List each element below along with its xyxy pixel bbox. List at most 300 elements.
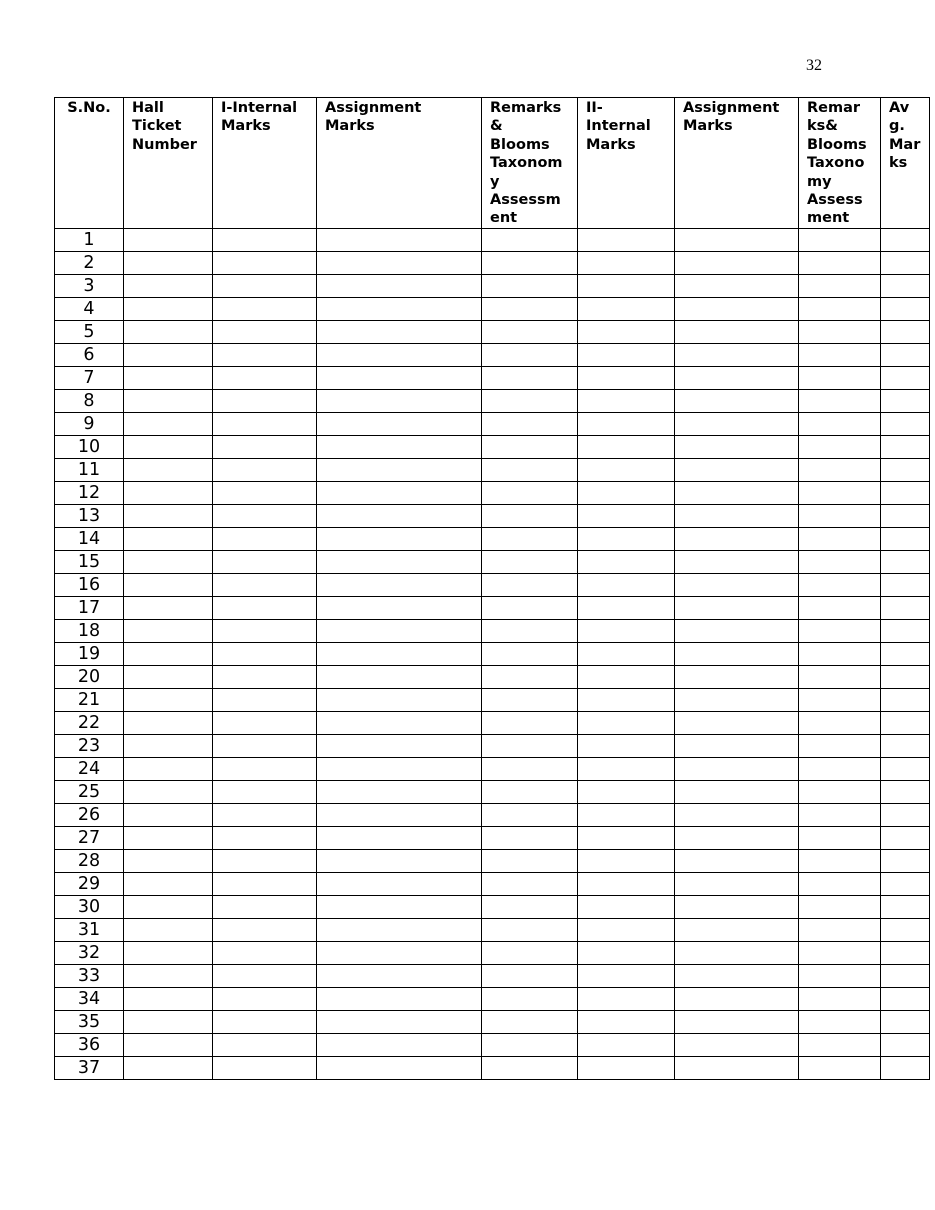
assignment-marks-2-cell[interactable] [675, 757, 799, 780]
remarks-blooms-2-cell[interactable] [799, 297, 881, 320]
remarks-blooms-1-cell[interactable] [482, 458, 578, 481]
assignment-marks-1-cell[interactable] [317, 688, 482, 711]
assignment-marks-1-cell[interactable] [317, 1010, 482, 1033]
hall-ticket-number-cell[interactable] [124, 757, 213, 780]
remarks-blooms-2-cell[interactable] [799, 688, 881, 711]
table-row [55, 619, 930, 642]
assignment-marks-1-cell[interactable] [317, 412, 482, 435]
ii-internal-marks-cell[interactable] [578, 826, 675, 849]
assignment-marks-1-cell[interactable] [317, 435, 482, 458]
assignment-marks-1-cell[interactable] [317, 872, 482, 895]
hall-ticket-number-cell[interactable] [124, 803, 213, 826]
avg-marks-cell[interactable] [881, 366, 930, 389]
assignment-marks-2-cell[interactable] [675, 872, 799, 895]
remarks-blooms-1-cell[interactable] [482, 757, 578, 780]
assignment-marks-2-cell[interactable] [675, 1056, 799, 1079]
hall-ticket-number-cell[interactable] [124, 573, 213, 596]
remarks-blooms-2-cell[interactable] [799, 757, 881, 780]
i-internal-marks-cell[interactable] [213, 964, 317, 987]
i-internal-marks-cell[interactable] [213, 872, 317, 895]
avg-marks-cell[interactable] [881, 504, 930, 527]
assignment-marks-1-cell[interactable] [317, 481, 482, 504]
hall-ticket-number-cell[interactable] [124, 734, 213, 757]
hall-ticket-number-cell[interactable] [124, 343, 213, 366]
hall-ticket-number-cell[interactable] [124, 872, 213, 895]
ii-internal-marks-cell[interactable] [578, 251, 675, 274]
hall-ticket-number-cell[interactable] [124, 665, 213, 688]
avg-marks-cell[interactable] [881, 1010, 930, 1033]
i-internal-marks-cell[interactable] [213, 481, 317, 504]
assignment-marks-1-cell[interactable] [317, 1056, 482, 1079]
i-internal-marks-cell[interactable] [213, 642, 317, 665]
i-internal-marks-cell[interactable] [213, 688, 317, 711]
remarks-blooms-1-cell[interactable] [482, 389, 578, 412]
remarks-blooms-2-cell[interactable] [799, 872, 881, 895]
assignment-marks-2-cell[interactable] [675, 849, 799, 872]
remarks-blooms-1-cell[interactable] [482, 665, 578, 688]
avg-marks-cell[interactable] [881, 596, 930, 619]
ii-internal-marks-cell[interactable] [578, 619, 675, 642]
hall-ticket-number-cell[interactable] [124, 297, 213, 320]
ii-internal-marks-cell[interactable] [578, 527, 675, 550]
assignment-marks-2-cell[interactable] [675, 987, 799, 1010]
remarks-blooms-2-cell[interactable] [799, 251, 881, 274]
remarks-blooms-2-cell[interactable] [799, 941, 881, 964]
assignment-marks-1-cell[interactable] [317, 895, 482, 918]
assignment-marks-2-cell[interactable] [675, 320, 799, 343]
remarks-blooms-2-cell[interactable] [799, 389, 881, 412]
remarks-blooms-1-cell[interactable] [482, 688, 578, 711]
remarks-blooms-1-cell[interactable] [482, 412, 578, 435]
remarks-blooms-1-cell[interactable] [482, 803, 578, 826]
i-internal-marks-cell[interactable] [213, 412, 317, 435]
ii-internal-marks-cell[interactable] [578, 872, 675, 895]
assignment-marks-2-cell[interactable] [675, 550, 799, 573]
remarks-blooms-1-cell[interactable] [482, 343, 578, 366]
ii-internal-marks-cell[interactable] [578, 849, 675, 872]
remarks-blooms-1-cell[interactable] [482, 504, 578, 527]
i-internal-marks-cell[interactable] [213, 504, 317, 527]
remarks-blooms-2-cell[interactable] [799, 343, 881, 366]
ii-internal-marks-cell[interactable] [578, 665, 675, 688]
assignment-marks-1-cell[interactable] [317, 550, 482, 573]
i-internal-marks-cell[interactable] [213, 251, 317, 274]
remarks-blooms-2-cell[interactable] [799, 458, 881, 481]
assignment-marks-1-cell[interactable] [317, 389, 482, 412]
i-internal-marks-cell[interactable] [213, 757, 317, 780]
hall-ticket-number-cell[interactable] [124, 1010, 213, 1033]
assignment-marks-2-cell[interactable] [675, 274, 799, 297]
remarks-blooms-1-cell[interactable] [482, 366, 578, 389]
assignment-marks-1-cell[interactable] [317, 757, 482, 780]
remarks-blooms-2-cell[interactable] [799, 826, 881, 849]
i-internal-marks-cell[interactable] [213, 941, 317, 964]
remarks-blooms-1-cell[interactable] [482, 642, 578, 665]
assignment-marks-2-cell[interactable] [675, 895, 799, 918]
assignment-marks-2-cell[interactable] [675, 642, 799, 665]
remarks-blooms-1-cell[interactable] [482, 964, 578, 987]
avg-marks-cell[interactable] [881, 803, 930, 826]
remarks-blooms-2-cell[interactable] [799, 665, 881, 688]
remarks-blooms-2-cell[interactable] [799, 1033, 881, 1056]
i-internal-marks-cell[interactable] [213, 803, 317, 826]
remarks-blooms-2-cell[interactable] [799, 734, 881, 757]
avg-marks-cell[interactable] [881, 895, 930, 918]
assignment-marks-1-cell[interactable] [317, 642, 482, 665]
ii-internal-marks-cell[interactable] [578, 228, 675, 251]
ii-internal-marks-cell[interactable] [578, 918, 675, 941]
ii-internal-marks-cell[interactable] [578, 734, 675, 757]
remarks-blooms-1-cell[interactable] [482, 481, 578, 504]
remarks-blooms-1-cell[interactable] [482, 1056, 578, 1079]
ii-internal-marks-cell[interactable] [578, 458, 675, 481]
remarks-blooms-1-cell[interactable] [482, 895, 578, 918]
hall-ticket-number-cell[interactable] [124, 228, 213, 251]
remarks-blooms-2-cell[interactable] [799, 1056, 881, 1079]
hall-ticket-number-cell[interactable] [124, 504, 213, 527]
remarks-blooms-2-cell[interactable] [799, 1010, 881, 1033]
assignment-marks-2-cell[interactable] [675, 251, 799, 274]
remarks-blooms-2-cell[interactable] [799, 435, 881, 458]
i-internal-marks-cell[interactable] [213, 1056, 317, 1079]
avg-marks-cell[interactable] [881, 665, 930, 688]
table-row [55, 803, 930, 826]
i-internal-marks-cell[interactable] [213, 366, 317, 389]
remarks-blooms-2-cell[interactable] [799, 918, 881, 941]
hall-ticket-number-cell[interactable] [124, 964, 213, 987]
assignment-marks-1-cell[interactable] [317, 251, 482, 274]
ii-internal-marks-cell[interactable] [578, 987, 675, 1010]
assignment-marks-1-cell[interactable] [317, 527, 482, 550]
assignment-marks-2-cell[interactable] [675, 412, 799, 435]
remarks-blooms-1-cell[interactable] [482, 849, 578, 872]
remarks-blooms-1-cell[interactable] [482, 274, 578, 297]
assignment-marks-1-cell[interactable] [317, 228, 482, 251]
ii-internal-marks-cell[interactable] [578, 389, 675, 412]
assignment-marks-1-cell[interactable] [317, 619, 482, 642]
avg-marks-cell[interactable] [881, 849, 930, 872]
assignment-marks-2-cell[interactable] [675, 619, 799, 642]
i-internal-marks-cell[interactable] [213, 573, 317, 596]
avg-marks-cell[interactable] [881, 435, 930, 458]
assignment-marks-2-cell[interactable] [675, 941, 799, 964]
i-internal-marks-cell[interactable] [213, 550, 317, 573]
i-internal-marks-cell[interactable] [213, 1033, 317, 1056]
avg-marks-cell[interactable] [881, 412, 930, 435]
remarks-blooms-1-cell[interactable] [482, 987, 578, 1010]
i-internal-marks-cell[interactable] [213, 711, 317, 734]
assignment-marks-2-cell[interactable] [675, 1010, 799, 1033]
avg-marks-cell[interactable] [881, 343, 930, 366]
assignment-marks-1-cell[interactable] [317, 849, 482, 872]
ii-internal-marks-cell[interactable] [578, 941, 675, 964]
remarks-blooms-2-cell[interactable] [799, 274, 881, 297]
i-internal-marks-cell[interactable] [213, 343, 317, 366]
remarks-blooms-2-cell[interactable] [799, 366, 881, 389]
remarks-blooms-2-cell[interactable] [799, 849, 881, 872]
i-internal-marks-cell[interactable] [213, 665, 317, 688]
assignment-marks-2-cell[interactable] [675, 826, 799, 849]
avg-marks-cell[interactable] [881, 297, 930, 320]
avg-marks-cell[interactable] [881, 389, 930, 412]
hall-ticket-number-cell[interactable] [124, 849, 213, 872]
hall-ticket-number-cell[interactable] [124, 389, 213, 412]
hall-ticket-number-cell[interactable] [124, 826, 213, 849]
avg-marks-cell[interactable] [881, 964, 930, 987]
assignment-marks-2-cell[interactable] [675, 1033, 799, 1056]
avg-marks-cell[interactable] [881, 734, 930, 757]
avg-marks-cell[interactable] [881, 1056, 930, 1079]
remarks-blooms-2-cell[interactable] [799, 504, 881, 527]
ii-internal-marks-cell[interactable] [578, 297, 675, 320]
i-internal-marks-cell[interactable] [213, 849, 317, 872]
assignment-marks-1-cell[interactable] [317, 504, 482, 527]
assignment-marks-1-cell[interactable] [317, 803, 482, 826]
assignment-marks-2-cell[interactable] [675, 527, 799, 550]
assignment-marks-2-cell[interactable] [675, 366, 799, 389]
remarks-blooms-1-cell[interactable] [482, 251, 578, 274]
assignment-marks-1-cell[interactable] [317, 596, 482, 619]
hall-ticket-number-cell[interactable] [124, 780, 213, 803]
ii-internal-marks-cell[interactable] [578, 803, 675, 826]
remarks-blooms-2-cell[interactable] [799, 619, 881, 642]
remarks-blooms-1-cell[interactable] [482, 435, 578, 458]
assignment-marks-1-cell[interactable] [317, 573, 482, 596]
assignment-marks-1-cell[interactable] [317, 711, 482, 734]
hall-ticket-number-cell[interactable] [124, 458, 213, 481]
avg-marks-cell[interactable] [881, 711, 930, 734]
remarks-blooms-1-cell[interactable] [482, 527, 578, 550]
ii-internal-marks-cell[interactable] [578, 550, 675, 573]
ii-internal-marks-cell[interactable] [578, 757, 675, 780]
assignment-marks-2-cell[interactable] [675, 803, 799, 826]
i-internal-marks-cell[interactable] [213, 435, 317, 458]
avg-marks-cell[interactable] [881, 642, 930, 665]
ii-internal-marks-cell[interactable] [578, 596, 675, 619]
hall-ticket-number-cell[interactable] [124, 251, 213, 274]
ii-internal-marks-cell[interactable] [578, 711, 675, 734]
remarks-blooms-2-cell[interactable] [799, 481, 881, 504]
avg-marks-cell[interactable] [881, 251, 930, 274]
remarks-blooms-2-cell[interactable] [799, 780, 881, 803]
i-internal-marks-cell[interactable] [213, 895, 317, 918]
assignment-marks-2-cell[interactable] [675, 343, 799, 366]
assignment-marks-1-cell[interactable] [317, 826, 482, 849]
ii-internal-marks-cell[interactable] [578, 412, 675, 435]
remarks-blooms-2-cell[interactable] [799, 550, 881, 573]
avg-marks-cell[interactable] [881, 619, 930, 642]
ii-internal-marks-cell[interactable] [578, 1010, 675, 1033]
assignment-marks-2-cell[interactable] [675, 504, 799, 527]
hall-ticket-number-cell[interactable] [124, 366, 213, 389]
hall-ticket-number-cell[interactable] [124, 688, 213, 711]
table-row [55, 481, 930, 504]
hall-ticket-number-cell[interactable] [124, 895, 213, 918]
assignment-marks-2-cell[interactable] [675, 435, 799, 458]
remarks-blooms-1-cell[interactable] [482, 1010, 578, 1033]
assignment-marks-1-cell[interactable] [317, 1033, 482, 1056]
assignment-marks-1-cell[interactable] [317, 941, 482, 964]
assignment-marks-1-cell[interactable] [317, 665, 482, 688]
remarks-blooms-1-cell[interactable] [482, 941, 578, 964]
hall-ticket-number-cell[interactable] [124, 550, 213, 573]
remarks-blooms-2-cell[interactable] [799, 803, 881, 826]
assignment-marks-1-cell[interactable] [317, 458, 482, 481]
remarks-blooms-1-cell[interactable] [482, 872, 578, 895]
assignment-marks-2-cell[interactable] [675, 458, 799, 481]
hall-ticket-number-cell[interactable] [124, 987, 213, 1010]
assignment-marks-2-cell[interactable] [675, 688, 799, 711]
ii-internal-marks-cell[interactable] [578, 320, 675, 343]
avg-marks-cell[interactable] [881, 573, 930, 596]
ii-internal-marks-cell[interactable] [578, 366, 675, 389]
remarks-blooms-2-cell[interactable] [799, 987, 881, 1010]
assignment-marks-1-cell[interactable] [317, 297, 482, 320]
hall-ticket-number-cell[interactable] [124, 527, 213, 550]
assignment-marks-2-cell[interactable] [675, 665, 799, 688]
remarks-blooms-2-cell[interactable] [799, 573, 881, 596]
avg-marks-cell[interactable] [881, 550, 930, 573]
assignment-marks-1-cell[interactable] [317, 987, 482, 1010]
assignment-marks-1-cell[interactable] [317, 964, 482, 987]
i-internal-marks-cell[interactable] [213, 1010, 317, 1033]
remarks-blooms-2-cell[interactable] [799, 642, 881, 665]
assignment-marks-1-cell[interactable] [317, 734, 482, 757]
remarks-blooms-2-cell[interactable] [799, 895, 881, 918]
ii-internal-marks-cell[interactable] [578, 964, 675, 987]
assignment-marks-2-cell[interactable] [675, 481, 799, 504]
avg-marks-cell[interactable] [881, 1033, 930, 1056]
ii-internal-marks-cell[interactable] [578, 780, 675, 803]
serial-number-cell: 16 [55, 573, 124, 596]
avg-marks-cell[interactable] [881, 780, 930, 803]
remarks-blooms-1-cell[interactable] [482, 711, 578, 734]
ii-internal-marks-cell[interactable] [578, 504, 675, 527]
i-internal-marks-cell[interactable] [213, 734, 317, 757]
hall-ticket-number-cell[interactable] [124, 274, 213, 297]
hall-ticket-number-cell[interactable] [124, 320, 213, 343]
remarks-blooms-1-cell[interactable] [482, 228, 578, 251]
hall-ticket-number-cell[interactable] [124, 619, 213, 642]
avg-marks-cell[interactable] [881, 688, 930, 711]
assignment-marks-2-cell[interactable] [675, 780, 799, 803]
assignment-marks-2-cell[interactable] [675, 573, 799, 596]
avg-marks-cell[interactable] [881, 320, 930, 343]
assignment-marks-2-cell[interactable] [675, 734, 799, 757]
hall-ticket-number-cell[interactable] [124, 481, 213, 504]
remarks-blooms-1-cell[interactable] [482, 734, 578, 757]
ii-internal-marks-cell[interactable] [578, 642, 675, 665]
hall-ticket-number-cell[interactable] [124, 918, 213, 941]
ii-internal-marks-cell[interactable] [578, 573, 675, 596]
assignment-marks-1-cell[interactable] [317, 320, 482, 343]
hall-ticket-number-cell[interactable] [124, 1033, 213, 1056]
hall-ticket-number-cell[interactable] [124, 642, 213, 665]
ii-internal-marks-cell[interactable] [578, 1033, 675, 1056]
remarks-blooms-1-cell[interactable] [482, 550, 578, 573]
ii-internal-marks-cell[interactable] [578, 481, 675, 504]
avg-marks-cell[interactable] [881, 527, 930, 550]
avg-marks-cell[interactable] [881, 826, 930, 849]
i-internal-marks-cell[interactable] [213, 389, 317, 412]
hall-ticket-number-cell[interactable] [124, 412, 213, 435]
avg-marks-cell[interactable] [881, 918, 930, 941]
assignment-marks-2-cell[interactable] [675, 711, 799, 734]
assignment-marks-2-cell[interactable] [675, 918, 799, 941]
remarks-blooms-1-cell[interactable] [482, 780, 578, 803]
assignment-marks-1-cell[interactable] [317, 274, 482, 297]
hall-ticket-number-cell[interactable] [124, 596, 213, 619]
i-internal-marks-cell[interactable] [213, 274, 317, 297]
i-internal-marks-cell[interactable] [213, 596, 317, 619]
assignment-marks-2-cell[interactable] [675, 389, 799, 412]
assignment-marks-1-cell[interactable] [317, 366, 482, 389]
assignment-marks-2-cell[interactable] [675, 596, 799, 619]
hall-ticket-number-cell[interactable] [124, 711, 213, 734]
assignment-marks-2-cell[interactable] [675, 228, 799, 251]
i-internal-marks-cell[interactable] [213, 780, 317, 803]
ii-internal-marks-cell[interactable] [578, 688, 675, 711]
assignment-marks-1-cell[interactable] [317, 918, 482, 941]
avg-marks-cell[interactable] [881, 941, 930, 964]
hall-ticket-number-cell[interactable] [124, 435, 213, 458]
ii-internal-marks-cell[interactable] [578, 274, 675, 297]
remarks-blooms-2-cell[interactable] [799, 964, 881, 987]
avg-marks-cell[interactable] [881, 481, 930, 504]
assignment-marks-2-cell[interactable] [675, 964, 799, 987]
i-internal-marks-cell[interactable] [213, 826, 317, 849]
remarks-blooms-1-cell[interactable] [482, 619, 578, 642]
ii-internal-marks-cell[interactable] [578, 895, 675, 918]
i-internal-marks-cell[interactable] [213, 458, 317, 481]
i-internal-marks-cell[interactable] [213, 918, 317, 941]
i-internal-marks-cell[interactable] [213, 619, 317, 642]
hall-ticket-number-cell[interactable] [124, 941, 213, 964]
i-internal-marks-cell[interactable] [213, 320, 317, 343]
remarks-blooms-2-cell[interactable] [799, 711, 881, 734]
remarks-blooms-1-cell[interactable] [482, 596, 578, 619]
assignment-marks-1-cell[interactable] [317, 780, 482, 803]
avg-marks-cell[interactable] [881, 757, 930, 780]
remarks-blooms-1-cell[interactable] [482, 826, 578, 849]
remarks-blooms-1-cell[interactable] [482, 918, 578, 941]
remarks-blooms-2-cell[interactable] [799, 596, 881, 619]
i-internal-marks-cell[interactable] [213, 297, 317, 320]
avg-marks-cell[interactable] [881, 872, 930, 895]
i-internal-marks-cell[interactable] [213, 987, 317, 1010]
ii-internal-marks-cell[interactable] [578, 1056, 675, 1079]
remarks-blooms-2-cell[interactable] [799, 412, 881, 435]
avg-marks-cell[interactable] [881, 228, 930, 251]
avg-marks-cell[interactable] [881, 987, 930, 1010]
assignment-marks-1-cell[interactable] [317, 343, 482, 366]
avg-marks-cell[interactable] [881, 458, 930, 481]
ii-internal-marks-cell[interactable] [578, 343, 675, 366]
i-internal-marks-cell[interactable] [213, 228, 317, 251]
avg-marks-cell[interactable] [881, 274, 930, 297]
assignment-marks-2-cell[interactable] [675, 297, 799, 320]
remarks-blooms-2-cell[interactable] [799, 320, 881, 343]
remarks-blooms-1-cell[interactable] [482, 573, 578, 596]
i-internal-marks-cell[interactable] [213, 527, 317, 550]
remarks-blooms-2-cell[interactable] [799, 228, 881, 251]
remarks-blooms-1-cell[interactable] [482, 320, 578, 343]
remarks-blooms-1-cell[interactable] [482, 297, 578, 320]
ii-internal-marks-cell[interactable] [578, 435, 675, 458]
hall-ticket-number-cell[interactable] [124, 1056, 213, 1079]
remarks-blooms-1-cell[interactable] [482, 1033, 578, 1056]
remarks-blooms-2-cell[interactable] [799, 527, 881, 550]
